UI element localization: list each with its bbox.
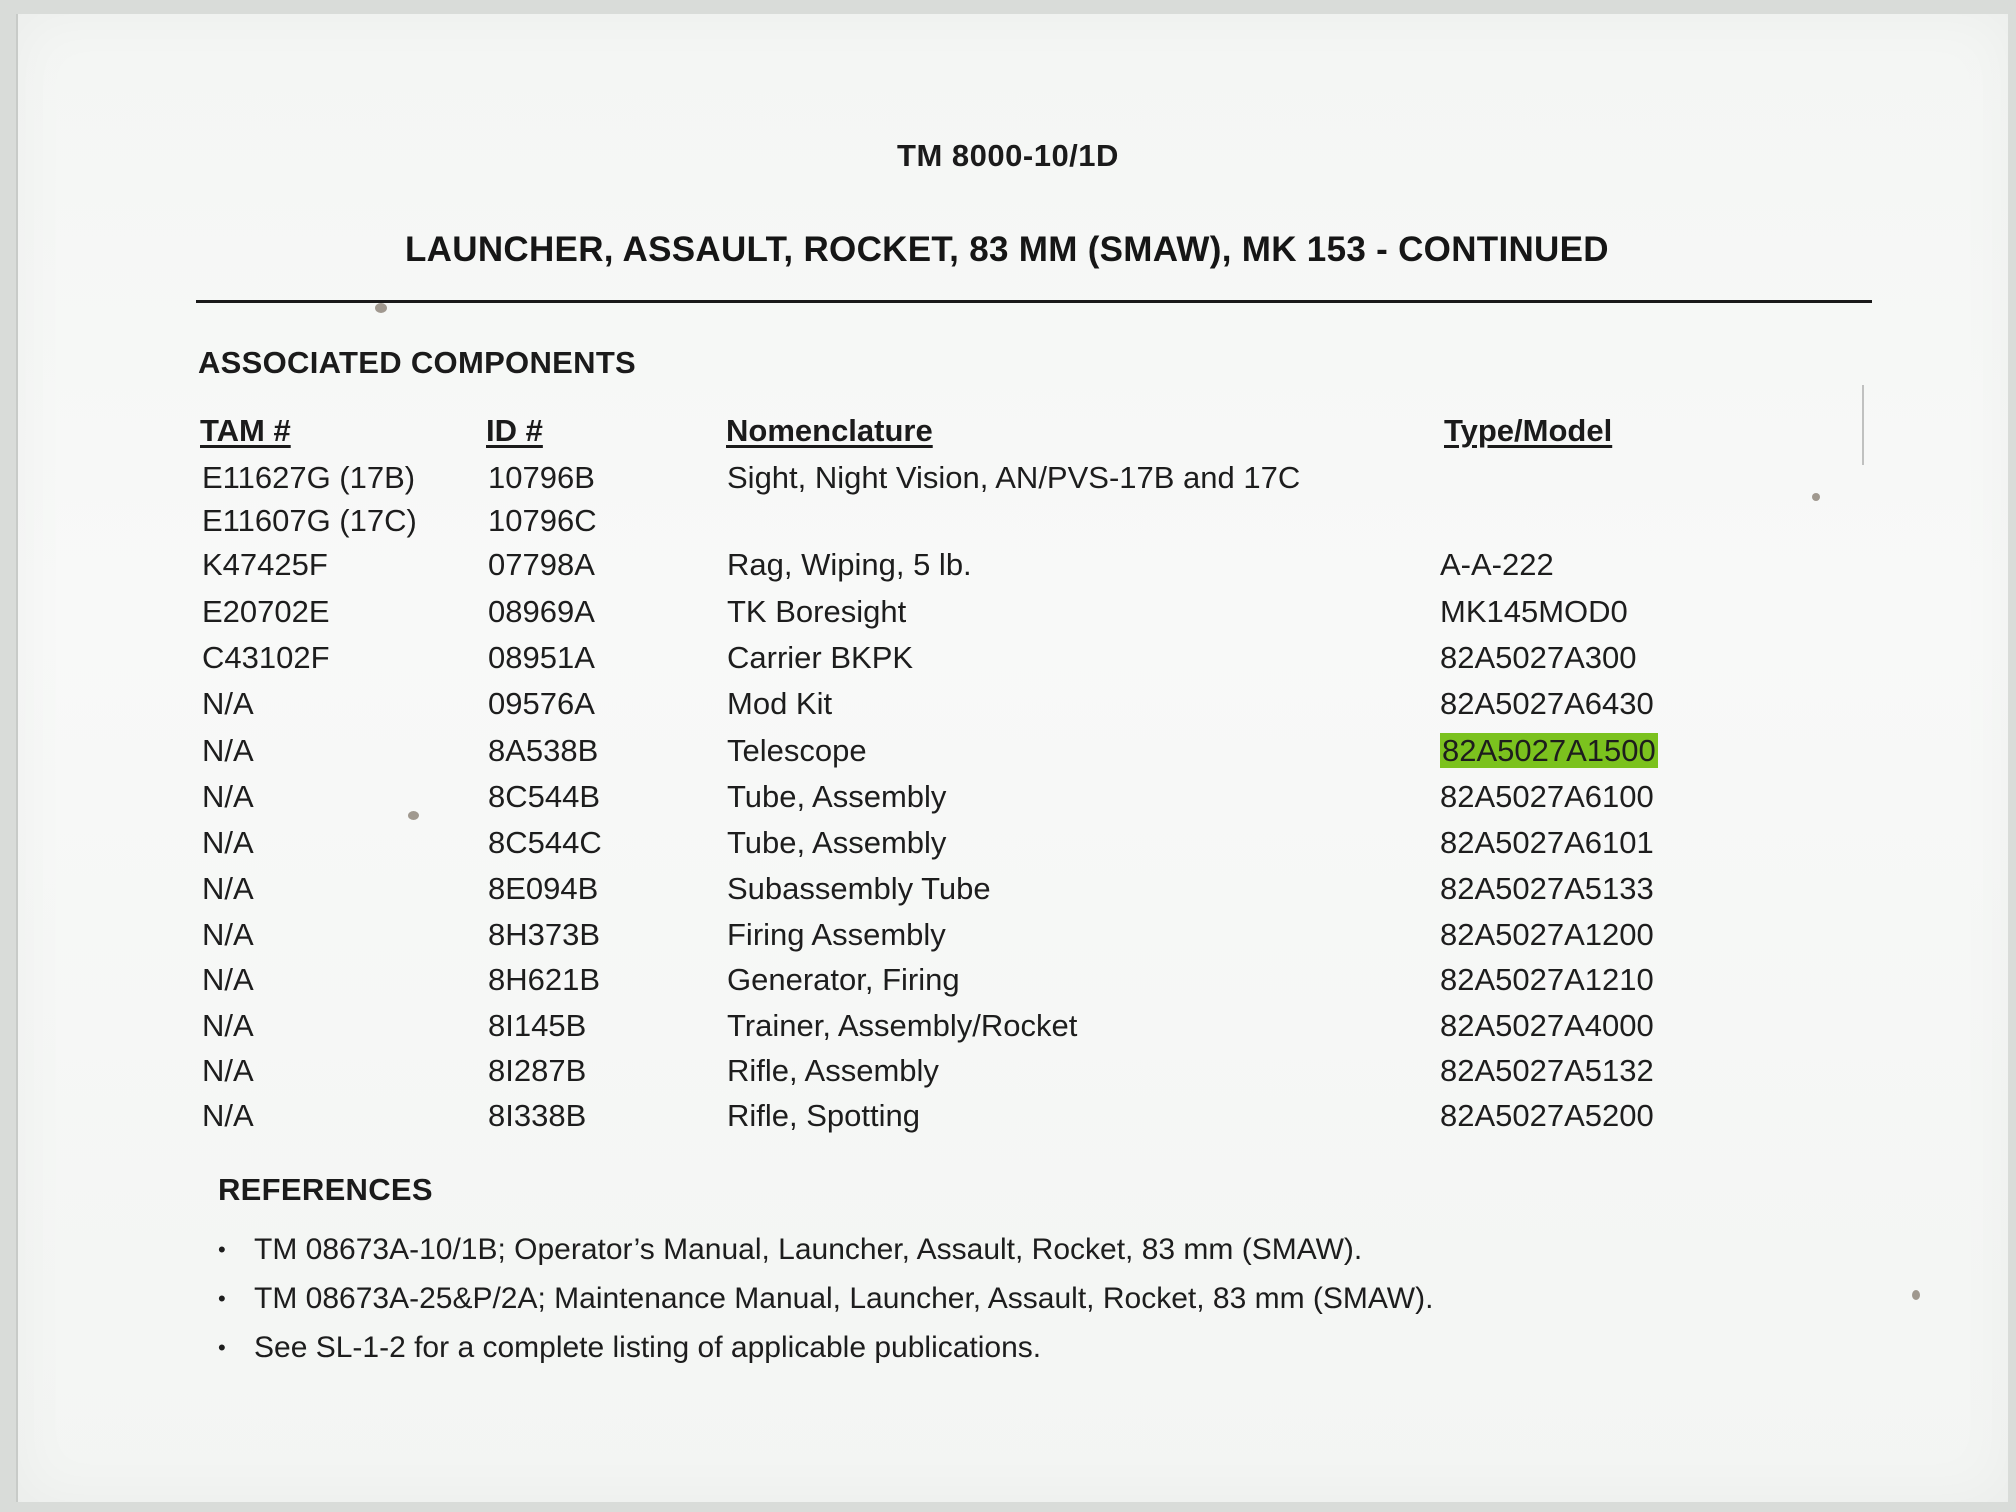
tam-cell: N/A xyxy=(202,917,254,952)
page-edge-mark xyxy=(1862,385,1864,465)
tam-cell: E20702E xyxy=(202,594,330,629)
dust-speck xyxy=(1912,1290,1920,1300)
nomenclature-cell: Tube, Assembly xyxy=(727,825,947,860)
column-header-tam: TAM # xyxy=(200,413,291,448)
table-row xyxy=(0,1008,2016,1052)
associated-components-heading: ASSOCIATED COMPONENTS xyxy=(198,345,637,380)
id-cell: 8H373B xyxy=(488,917,601,952)
bullet-icon: • xyxy=(218,1335,226,1360)
nomenclature-cell: Generator, Firing xyxy=(727,962,960,997)
nomenclature-cell: Rag, Wiping, 5 lb. xyxy=(727,547,972,582)
type-model-cell: MK145MOD0 xyxy=(1440,594,1628,629)
type-model-cell: A-A-222 xyxy=(1440,547,1554,582)
id-cell: 8C544B xyxy=(488,779,601,814)
id-cell: 09576A xyxy=(488,686,595,721)
column-header-type-model: Type/Model xyxy=(1444,413,1613,448)
nomenclature-cell: Trainer, Assembly/Rocket xyxy=(727,1008,1078,1043)
table-row xyxy=(0,547,2016,591)
type-model-cell: 82A5027A300 xyxy=(1440,640,1637,675)
type-model-cell: 82A5027A6101 xyxy=(1440,825,1654,860)
dust-speck xyxy=(408,811,419,820)
table-row xyxy=(0,825,2016,869)
id-cell: 8I338B xyxy=(488,1098,587,1133)
table-row xyxy=(0,779,2016,823)
id-cell: 08969A xyxy=(488,594,595,629)
id-cell: 8E094B xyxy=(488,871,599,906)
document-number: TM 8000-10/1D xyxy=(897,138,1119,173)
tam-cell: C43102F xyxy=(202,640,330,675)
tam-cell: E11607G (17C) xyxy=(202,503,417,538)
table-row xyxy=(0,640,2016,684)
references-heading: REFERENCES xyxy=(218,1172,433,1207)
nomenclature-cell: Carrier BKPK xyxy=(727,640,914,675)
tam-cell: N/A xyxy=(202,1098,254,1133)
page-title: LAUNCHER, ASSAULT, ROCKET, 83 MM (SMAW), MK 153 - CONTINUED xyxy=(405,230,1609,269)
bullet-icon: • xyxy=(218,1237,226,1262)
type-model-cell: 82A5027A5132 xyxy=(1440,1053,1654,1088)
id-cell: 10796B xyxy=(488,460,595,495)
nomenclature-cell: Tube, Assembly xyxy=(727,779,947,814)
id-cell: 8I287B xyxy=(488,1053,587,1088)
table-row xyxy=(0,1053,2016,1097)
nomenclature-cell: Subassembly Tube xyxy=(727,871,991,906)
table-row xyxy=(0,733,2016,777)
type-model-cell: 82A5027A6430 xyxy=(1440,686,1654,721)
tam-cell: N/A xyxy=(202,733,254,768)
id-cell: 8A538B xyxy=(488,733,599,768)
type-model-cell: 82A5027A6100 xyxy=(1440,779,1654,814)
type-model-cell xyxy=(1440,733,1658,769)
tam-cell: N/A xyxy=(202,825,254,860)
reference-text: TM 08673A-10/1B; Operator’s Manual, Launcher, Assault, Rocket, 83 mm (SMAW). xyxy=(254,1233,1363,1266)
dust-speck xyxy=(1812,493,1820,501)
id-cell: 10796C xyxy=(488,503,597,538)
table-row xyxy=(0,503,2016,547)
id-cell: 07798A xyxy=(488,547,595,582)
tam-cell: E11627G (17B) xyxy=(202,460,416,495)
tam-cell: N/A xyxy=(202,1053,254,1088)
nomenclature-cell: Telescope xyxy=(727,733,867,768)
nomenclature-cell: Sight, Night Vision, AN/PVS-17B and 17C xyxy=(727,460,1301,495)
table-row xyxy=(0,917,2016,961)
reference-text: TM 08673A-25&P/2A; Maintenance Manual, Launcher, Assault, Rocket, 83 mm (SMAW). xyxy=(254,1282,1434,1315)
tam-cell: N/A xyxy=(202,1008,254,1043)
reference-text: See SL-1-2 for a complete listing of applicable publications. xyxy=(254,1331,1042,1364)
type-model-cell: 82A5027A1200 xyxy=(1440,917,1654,952)
type-model-cell: 82A5027A4000 xyxy=(1440,1008,1654,1043)
table-row xyxy=(0,871,2016,915)
list-item xyxy=(218,1232,1433,1281)
id-cell: 8I145B xyxy=(488,1008,587,1043)
tam-cell: K47425F xyxy=(202,547,328,582)
nomenclature-cell: Mod Kit xyxy=(727,686,833,721)
tam-cell: N/A xyxy=(202,779,254,814)
type-model-cell: 82A5027A1210 xyxy=(1440,962,1654,997)
column-header-id: ID # xyxy=(486,413,543,448)
list-item xyxy=(218,1281,1433,1330)
nomenclature-cell: Rifle, Spotting xyxy=(727,1098,920,1133)
nomenclature-cell: Firing Assembly xyxy=(727,917,946,952)
type-model-cell: 82A5027A5200 xyxy=(1440,1098,1654,1133)
list-item xyxy=(218,1330,1433,1379)
id-cell: 8C544C xyxy=(488,825,602,860)
column-header-nomenclature: Nomenclature xyxy=(726,413,933,448)
highlighted-type-model: 82A5027A1500 xyxy=(1442,733,1656,768)
table-row xyxy=(0,962,2016,1006)
type-model-cell: 82A5027A5133 xyxy=(1440,871,1654,906)
tam-cell: N/A xyxy=(202,871,254,906)
table-row xyxy=(0,460,2016,504)
dust-speck xyxy=(375,303,387,313)
table-row xyxy=(0,686,2016,730)
table-row xyxy=(0,594,2016,638)
nomenclature-cell: TK Boresight xyxy=(727,594,907,629)
id-cell: 08951A xyxy=(488,640,595,675)
bullet-icon: • xyxy=(218,1286,226,1311)
tam-cell: N/A xyxy=(202,686,254,721)
id-cell: 8H621B xyxy=(488,962,601,997)
table-row xyxy=(0,1098,2016,1142)
tam-cell: N/A xyxy=(202,962,254,997)
references-list xyxy=(218,1232,1433,1379)
nomenclature-cell: Rifle, Assembly xyxy=(727,1053,939,1088)
